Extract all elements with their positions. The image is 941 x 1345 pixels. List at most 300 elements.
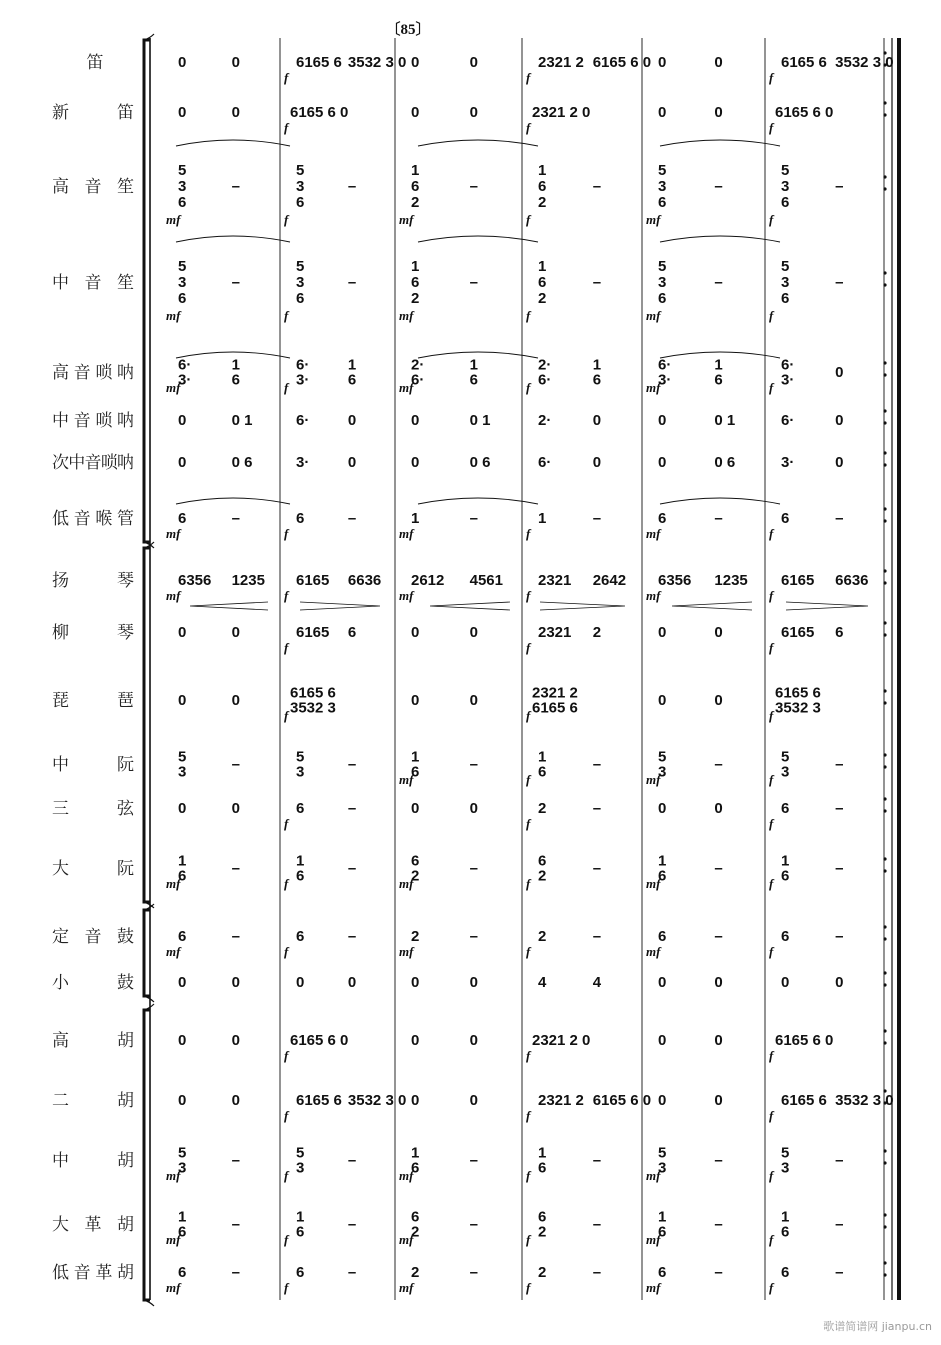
note-group: 6165 6 [290,684,336,702]
instrument-label: 高 [52,1031,69,1051]
note-group: 5 [178,258,187,275]
note-group: 4561 [469,572,504,589]
repeat-dot [883,1161,886,1164]
note-group: 1 [296,852,305,870]
repeat-dot [883,1225,886,1228]
note-group: 3 [296,178,305,195]
note-group: – [714,860,723,877]
instrument-label: 笛 [86,53,104,73]
note-group: 6· [411,371,425,389]
note-group: 6 [658,290,667,307]
note-group: 0 [781,974,790,991]
note-group: 1 [411,258,420,275]
dynamic-marking: mf [399,212,414,227]
note-group: 0 [658,412,667,429]
dynamic-marking: mf [399,772,414,787]
dynamic-marking: f [769,1280,774,1295]
note-group: 6165 6 [296,54,342,71]
note-group: 1 [347,356,357,374]
note-group: 1 [178,852,187,870]
instrument-label: 琴 [117,571,134,591]
note-group: 0 [658,624,667,641]
note-group: 0 [714,54,723,71]
note-group: 0 1 [231,412,253,429]
instrument-label: 中音唢呐 [52,411,134,431]
dynamic-marking: mf [166,1232,181,1247]
note-group: – [835,1152,844,1169]
note-group: 0 [835,412,844,429]
note-group: – [347,928,357,945]
note-group: 0 [714,624,723,641]
note-group: 0 [411,104,420,121]
crescendo-hairpin [430,602,510,610]
note-group: 2 [411,867,420,885]
dynamic-marking: f [769,708,774,723]
note-group: 0 [347,974,357,991]
final-barline-thick [897,38,901,1300]
repeat-dot [883,175,886,178]
note-group: 6 [231,371,240,389]
instrument-label: 中音笙 [52,273,134,293]
note-group: 0 6 [231,454,253,471]
note-group: – [592,1216,602,1233]
dynamic-marking: f [526,1168,531,1183]
note-group: 1 [781,1208,790,1226]
note-group: 2321 [538,572,572,589]
note-group: – [592,510,602,527]
repeat-dot [883,113,886,116]
dynamic-marking: f [284,1048,289,1063]
instrument-label: 高音唢呐 [52,363,134,383]
note-group: – [347,510,357,527]
note-group: 6356 [658,572,692,589]
note-group: 3 [658,178,667,195]
note-group: – [347,1264,357,1281]
dynamic-marking: mf [646,944,661,959]
note-group: 6 [538,763,547,781]
dynamic-marking: mf [399,1168,414,1183]
note-group: – [347,274,357,291]
note-group: 3532 3 0 [835,1092,894,1109]
note-group: 6636 [347,572,382,589]
note-group: 0 [469,800,478,817]
instrument-labels [52,53,135,1283]
instrument-label: 中 [52,755,69,775]
note-group: 1 [658,852,667,870]
note-group: 0 [714,974,723,991]
note-group: 6 [411,178,420,195]
dynamic-marking: f [526,588,531,603]
note-group: 1 [469,356,478,374]
note-group: – [231,178,240,195]
note-group: 0 [231,1032,240,1049]
note-group: 1 [411,162,420,179]
note-group: – [231,274,240,291]
repeat-dot [883,753,886,756]
note-group: 6· [658,356,672,374]
note-group: 5 [178,748,187,766]
note-group: 0 [469,974,478,991]
repeat-dot [883,857,886,860]
dynamic-marking: f [526,816,531,831]
instrument-label: 阮 [117,859,134,879]
dynamic-marking: f [526,944,531,959]
note-group: 0 [231,54,240,71]
note-group: 2· [411,356,425,374]
note-group: 0 [469,54,478,71]
note-group: 6 [296,1264,305,1281]
note-group: 3 [781,274,790,291]
repeat-dot [883,271,886,274]
repeat-dot [883,633,886,636]
note-group: – [714,756,723,773]
note-group: 0 [411,800,420,817]
note-group: 6 [781,194,790,211]
note-group: 3 [178,274,187,291]
note-group: 6165 6 0 [290,1032,349,1049]
instrument-label: 琶 [117,691,134,711]
dynamic-marking: f [526,640,531,655]
note-group: 6 [178,194,187,211]
note-group: 6 [658,867,667,885]
instrument-label: 鼓 [117,973,134,993]
note-group: 6 [178,1264,187,1281]
note-group: 1 [411,1144,420,1162]
instrument-label: 中 [52,1151,69,1171]
note-group: 2642 [592,572,627,589]
note-group: 6 [411,274,420,291]
note-group: 5 [658,258,667,275]
note-group: 0 [714,104,723,121]
watermark: 歌谱简谱网 jianpu.cn [823,1320,932,1333]
note-group: 3· [658,371,672,389]
note-group: 6· [781,412,795,429]
note-group: 0 [178,974,187,991]
note-group: 6 [296,510,305,527]
note-group: 3 [781,178,790,195]
note-group: 6· [781,356,795,374]
dynamic-marking: f [284,1108,289,1123]
group-bracket [144,910,150,996]
note-group: 3 [178,1159,187,1177]
group-bracket [144,40,150,542]
dynamic-marking: f [769,212,774,227]
note-group: 0 [231,104,240,121]
note-group: – [835,756,844,773]
note-group: 0 [411,412,420,429]
note-group: 6 [178,867,187,885]
instrument-label: 阮 [117,755,134,775]
note-group: – [714,1264,723,1281]
instrument-label: 大 [52,859,69,879]
note-group: 1 [538,162,547,179]
note-group: 1 [714,356,723,374]
note-group: – [469,274,478,291]
note-group: 5 [781,748,790,766]
instrument-label: 琴 [117,623,134,643]
note-group: – [592,1264,602,1281]
note-group: 6165 6 0 [290,104,349,121]
note-group: 6636 [835,572,869,589]
dynamic-marking: f [284,120,289,135]
dynamic-marking: f [284,212,289,227]
tie [418,140,538,146]
note-group: 0 [178,692,187,709]
dynamic-marking: f [769,120,774,135]
note-group: – [469,1216,478,1233]
note-group: 6 [781,867,790,885]
tie [176,140,290,146]
note-group: – [835,274,844,291]
note-group: 5 [178,1144,187,1162]
note-group: 1235 [714,572,748,589]
note-group: 5 [296,748,305,766]
note-group: 1 [411,510,420,527]
dynamic-marking: mf [646,1280,661,1295]
note-group: 6 [538,178,547,195]
note-group: 5 [658,162,667,179]
note-group: 6· [296,356,310,374]
dynamic-marking: f [769,944,774,959]
note-group: 2 [538,194,547,211]
repeat-dot [883,689,886,692]
note-group: 0 [469,624,478,641]
instrument-label: 胡 [117,1151,134,1171]
dynamic-marking: mf [166,588,181,603]
note-group: – [835,800,844,817]
dynamic-marking: f [526,1280,531,1295]
group-bracket [144,548,150,902]
dynamic-marking: mf [646,308,661,323]
note-group: 6 [296,1223,305,1241]
note-group: 6 [538,274,547,291]
note-group: 2321 2 [538,54,584,71]
note-group: 0 [658,104,667,121]
note-group: 0 [714,800,723,817]
dynamic-marking: mf [399,1232,414,1247]
note-group: 2321 2 0 [532,1032,591,1049]
tie [660,498,780,504]
dynamic-marking: f [769,308,774,323]
note-group: 6 [538,1159,547,1177]
note-group: 0 [469,692,478,709]
note-group: 0 [835,454,844,471]
note-group: 0 [658,1092,667,1109]
note-group: 0 [411,454,420,471]
repeat-dot [883,519,886,522]
tie [660,140,780,146]
note-group: 6165 [781,624,815,641]
note-group: 5 [178,162,187,179]
note-group: – [592,800,602,817]
note-group: 6 [469,371,478,389]
note-group: 6 [347,371,357,389]
note-group: 0 [178,412,187,429]
dynamic-marking: f [526,1232,531,1247]
note-group: 0 [231,692,240,709]
dynamic-marking: f [284,816,289,831]
rehearsal-mark: 〔85〕 [385,22,431,38]
note-group: 6 [781,928,790,945]
note-group: 0 [296,974,305,991]
dynamic-marking: f [284,640,289,655]
note-group: 3 [781,1159,790,1177]
note-group: 6 [781,800,790,817]
repeat-dot [883,463,886,466]
dynamic-marking: mf [646,1232,661,1247]
note-group: 2· [538,412,552,429]
repeat-dot [883,361,886,364]
note-group: – [592,178,602,195]
note-group: 2 [538,1223,547,1241]
note-group: – [231,860,240,877]
note-group: 1 [658,1208,667,1226]
note-group: 6165 [296,624,330,641]
note-group: 6 [781,290,790,307]
note-group: 1 [178,1208,187,1226]
note-group: 3 [296,1159,305,1177]
note-group: 6 [296,867,305,885]
note-group: 2612 [411,572,445,589]
note-group: 3 [658,274,667,291]
repeat-dot [883,1261,886,1264]
note-group: 1 [538,510,547,527]
dynamic-marking: mf [399,876,414,891]
dynamic-marking: f [526,308,531,323]
dynamic-marking: f [284,1232,289,1247]
note-group: 6 [411,1159,420,1177]
dynamic-marking: f [769,588,774,603]
note-group: 6 [658,928,667,945]
instrument-label: 高音笙 [52,177,134,197]
dynamic-marking: f [526,708,531,723]
repeat-dot [883,765,886,768]
instrument-label: 低音革胡 [52,1263,134,1283]
note-group: – [231,1216,240,1233]
note-group: 0 [411,692,420,709]
note-group: 6 [178,290,187,307]
repeat-dot [883,373,886,376]
dynamic-marking: mf [646,1168,661,1183]
note-group: 6 [714,371,723,389]
note-group: 6 [781,1223,790,1241]
note-group: 0 [469,1092,478,1109]
note-group: 6 [296,194,305,211]
note-group: 5 [296,162,305,179]
dynamic-marking: mf [166,944,181,959]
dynamic-marking: f [526,876,531,891]
repeat-dot [883,581,886,584]
dynamic-marking: f [769,1048,774,1063]
note-group: 6 [658,1264,667,1281]
note-group: 1 [538,1144,547,1162]
note-group: 0 [592,454,602,471]
note-group: 1 [538,748,547,766]
note-group: 2 [538,867,547,885]
note-group: 2 [538,800,547,817]
note-group: 4 [592,974,602,991]
note-group: 6 [538,852,547,870]
note-group: 0 [178,1032,187,1049]
note-group: 0 [658,454,667,471]
note-group: 3 [178,178,187,195]
note-group: 3 [658,1159,667,1177]
note-group: 0 [178,104,187,121]
note-group: – [714,274,723,291]
repeat-dot [883,1041,886,1044]
note-group: 6165 [296,572,330,589]
note-group: 3· [178,371,192,389]
note-group: 0 [178,624,187,641]
note-group: 3532 3 0 [347,54,407,71]
instrument-label: 次中音唢呐 [52,453,134,473]
dynamic-marking: f [284,70,289,85]
note-group: 0 [347,412,357,429]
note-group: 3· [781,454,795,471]
note-group: 3532 3 [775,699,821,717]
dynamic-marking: f [769,772,774,787]
note-group: 0 [592,412,602,429]
dynamic-marking: mf [399,380,414,395]
note-group: – [347,800,357,817]
dynamic-marking: f [526,120,531,135]
dynamic-marking: mf [166,308,181,323]
note-group: – [714,928,723,945]
note-group: 6· [296,412,310,429]
note-group: 6165 6 0 [775,104,834,121]
dynamic-marking: mf [646,380,661,395]
instrument-label: 大革胡 [52,1215,134,1235]
instrument-label: 低音喉管 [52,509,134,529]
repeat-dot [883,797,886,800]
note-group: – [469,178,478,195]
repeat-dot [883,621,886,624]
note-group: – [231,756,240,773]
dynamic-marking: f [526,526,531,541]
dynamic-marking: mf [399,526,414,541]
note-group: 3 [296,274,305,291]
note-group: 2 [411,290,420,307]
dynamic-marking: mf [166,380,181,395]
note-group: 5 [781,1144,790,1162]
note-group: 6165 6 0 [775,1032,834,1049]
note-group: – [469,1152,478,1169]
note-group: – [231,510,240,527]
note-group: – [347,178,357,195]
note-group: – [469,1264,478,1281]
note-group: 0 6 [469,454,491,471]
dynamic-marking: f [284,1168,289,1183]
note-group: 6 [658,1223,667,1241]
note-group: 0 [411,1032,420,1049]
note-group: 2 [411,194,420,211]
repeat-dot [883,971,886,974]
note-group: 6 [781,1264,790,1281]
note-group: 3 [296,763,305,781]
note-group: 1 [781,852,790,870]
note-group: 1 [592,356,602,374]
note-group: 0 [347,454,357,471]
repeat-dot [883,937,886,940]
note-group: – [714,178,723,195]
repeat-dot [883,1213,886,1216]
note-group: 0 [178,800,187,817]
dynamic-marking: f [526,70,531,85]
dynamic-marking: f [284,526,289,541]
note-group: 0 6 [714,454,736,471]
dynamic-marking: f [769,1108,774,1123]
dynamic-marking: mf [166,212,181,227]
